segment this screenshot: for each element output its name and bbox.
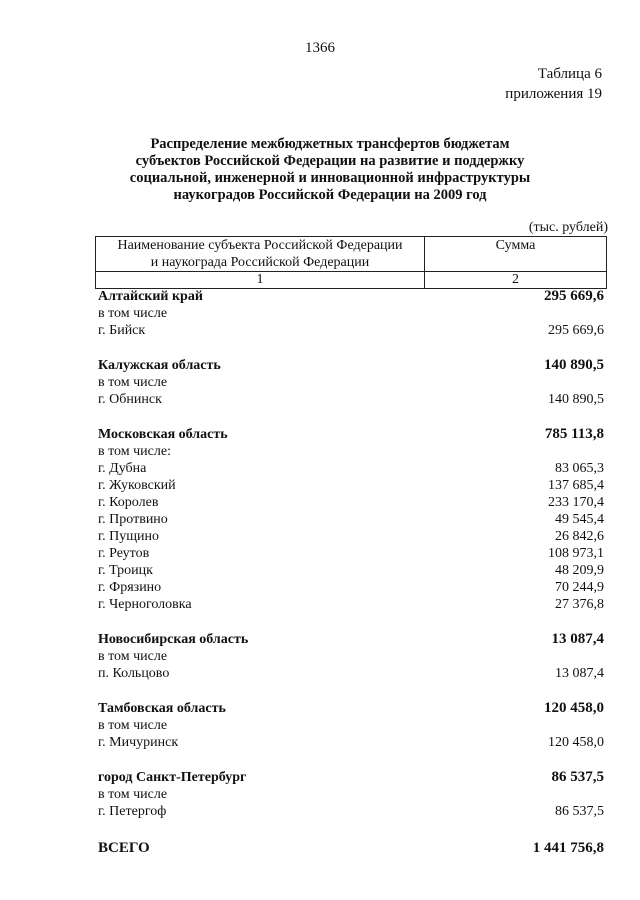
sub-label-row xyxy=(98,717,604,734)
region-row xyxy=(98,631,604,648)
sub-label-row xyxy=(98,786,604,803)
city-row-amount: 86 537,5 xyxy=(555,804,604,819)
title-line4: наукоградов Российской Федерации на 2009 год xyxy=(173,187,487,203)
column-header-name-line1: Наименование субъекта Российской Федерации xyxy=(117,238,403,253)
city-row-amount: 49 545,4 xyxy=(555,512,604,527)
region-row xyxy=(98,769,604,786)
sub-label-row-label: в том числе xyxy=(98,787,168,802)
region-row xyxy=(98,426,604,443)
city-row-amount: 108 973,1 xyxy=(548,546,604,561)
column-header-name xyxy=(96,237,425,272)
title-line1: Распределение межбюджетных трансфертов бюджетам xyxy=(150,136,510,152)
region-spacer xyxy=(98,408,604,426)
page-number: 1366 xyxy=(305,40,335,56)
city-row xyxy=(98,322,604,339)
column-number-1: 1 xyxy=(96,272,425,289)
region-spacer xyxy=(98,751,604,769)
city-row-label: п. Кольцово xyxy=(98,666,170,681)
sub-label-row-label: в том числе: xyxy=(98,444,171,459)
region-row-amount: 140 890,5 xyxy=(544,357,604,373)
sub-label-row xyxy=(98,648,604,665)
region-row-label: Московская область xyxy=(98,427,228,442)
city-row xyxy=(98,803,604,820)
city-row-label: г. Королев xyxy=(98,495,159,510)
city-row-label: г. Жуковский xyxy=(98,478,176,493)
city-row-label: г. Пущино xyxy=(98,529,160,544)
region-row-amount: 13 087,4 xyxy=(551,631,604,647)
city-row xyxy=(98,528,604,545)
city-row-label: г. Бийск xyxy=(98,323,146,338)
region-row-label: Алтайский край xyxy=(98,289,203,304)
column-header-name-line2: и наукограда Российской Федерации xyxy=(150,255,370,270)
table-ref-line1: Таблица 6 xyxy=(537,66,602,82)
column-number-2: 2 xyxy=(425,272,607,289)
city-row xyxy=(98,596,604,613)
city-row xyxy=(98,579,604,596)
region-row-amount: 86 537,5 xyxy=(551,769,604,785)
city-row-amount: 13 087,4 xyxy=(555,666,604,681)
table-reference xyxy=(505,64,602,104)
city-row-amount: 233 170,4 xyxy=(548,495,604,510)
city-row-label: г. Петергоф xyxy=(98,804,167,819)
city-row xyxy=(98,511,604,528)
city-row-amount: 70 244,9 xyxy=(555,580,604,595)
city-row xyxy=(98,665,604,682)
region-row-label: Новосибирская область xyxy=(98,632,249,647)
sub-label-row xyxy=(98,374,604,391)
city-row-amount: 83 065,3 xyxy=(555,461,604,476)
city-row xyxy=(98,545,604,562)
city-row-amount: 295 669,6 xyxy=(548,323,604,338)
table-ref-line2: приложения 19 xyxy=(505,86,602,102)
total-amount: 1 441 756,8 xyxy=(532,840,604,856)
city-row-label: г. Дубна xyxy=(98,461,147,476)
title-line3: социальной, инженерной и инновационной инфраструктуры xyxy=(129,170,531,186)
column-header-amount: Сумма xyxy=(425,237,607,272)
city-row xyxy=(98,494,604,511)
region-row-label: Тамбовская область xyxy=(98,701,226,716)
city-row-amount: 26 842,6 xyxy=(555,529,604,544)
city-row-label: г. Протвино xyxy=(98,512,168,527)
sub-label-row xyxy=(98,443,604,460)
region-row-amount: 785 113,8 xyxy=(544,426,604,442)
units-label: (тыс. рублей) xyxy=(528,220,608,235)
region-row-label: Калужская область xyxy=(98,358,221,373)
sub-label-row-label: в том числе xyxy=(98,718,168,733)
sub-label-row-label: в том числе xyxy=(98,649,168,664)
city-row-amount: 140 890,5 xyxy=(548,392,604,407)
city-row-amount: 48 209,9 xyxy=(555,563,604,578)
city-row-label: г. Черноголовка xyxy=(98,597,192,612)
city-row xyxy=(98,391,604,408)
total-row xyxy=(98,840,604,857)
title-line2: субъектов Российской Федерации на развитие и поддержку xyxy=(135,153,525,169)
table-body xyxy=(98,288,604,820)
region-spacer xyxy=(98,682,604,700)
city-row xyxy=(98,477,604,494)
table-header xyxy=(95,236,607,289)
region-row-label: город Санкт-Петербург xyxy=(98,770,247,785)
region-row-amount: 295 669,6 xyxy=(544,288,604,304)
region-row xyxy=(98,288,604,305)
city-row-amount: 27 376,8 xyxy=(555,597,604,612)
city-row-label: г. Обнинск xyxy=(98,392,162,407)
city-row xyxy=(98,734,604,751)
region-row xyxy=(98,700,604,717)
sub-label-row xyxy=(98,305,604,322)
sub-label-row-label: в том числе xyxy=(98,375,168,390)
region-spacer xyxy=(98,339,604,357)
city-row-label: г. Мичуринск xyxy=(98,735,179,750)
city-row-label: г. Фрязино xyxy=(98,580,162,595)
city-row-label: г. Троицк xyxy=(98,563,153,578)
region-spacer xyxy=(98,613,604,631)
city-row-amount: 137 685,4 xyxy=(548,478,604,493)
total-label: ВСЕГО xyxy=(98,840,150,856)
region-row-amount: 120 458,0 xyxy=(544,700,604,716)
region-row xyxy=(98,357,604,374)
city-row xyxy=(98,460,604,477)
city-row xyxy=(98,562,604,579)
document-title xyxy=(80,136,580,204)
city-row-amount: 120 458,0 xyxy=(548,735,604,750)
city-row-label: г. Реутов xyxy=(98,546,150,561)
sub-label-row-label: в том числе xyxy=(98,306,168,321)
